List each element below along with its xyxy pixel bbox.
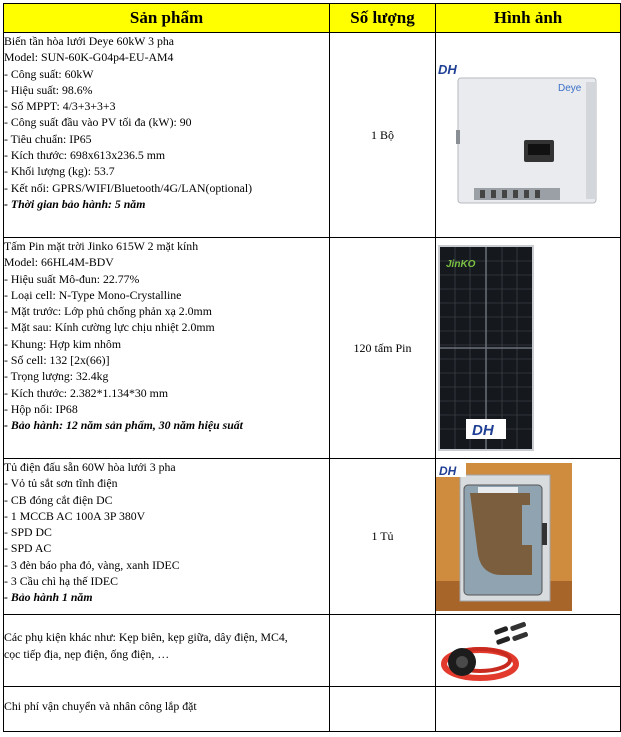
cabinet-image-cell [436, 459, 621, 615]
inverter-title: Biến tần hòa lưới Deye 60kW 3 pha [4, 34, 174, 48]
dh-logo: DH [439, 463, 457, 478]
inverter-image-cell [436, 33, 621, 238]
cabinet-spec: - 3 Cầu chì hạ thế IDEC [4, 574, 119, 589]
cabinet-title: Tủ điện đấu sẵn 60W hòa lưới 3 pha [4, 460, 176, 474]
inverter-spec: - Hiệu suất: 98.6% [4, 82, 93, 97]
cabinet-spec: - 1 MCCB AC 100A 3P 380V [4, 508, 146, 523]
quotation-table [3, 3, 621, 732]
panel-title: Tấm Pin mặt trời Jinko 615W 2 mặt kính [4, 239, 199, 253]
accessories-quantity [330, 615, 436, 687]
panel-spec: - Kích thước: 2.382*1.134*30 mm [4, 385, 169, 400]
cabinet-image [436, 463, 572, 611]
mc4-connector [494, 625, 509, 634]
cabinet-quantity: 1 Tủ [330, 459, 436, 615]
dh-logo: DH [472, 422, 494, 439]
table-row-installation [4, 687, 621, 732]
cabinet-description [4, 459, 330, 615]
inverter-image [436, 60, 606, 210]
inverter-spec: - Kết nối: GPRS/WIFI/Bluetooth/4G/LAN(optional) [4, 180, 253, 195]
panel-warranty: - Bảo hành: 12 năm sản phẩm, 30 năm hiệu suất [4, 418, 243, 433]
inverter-spec: - Khối lượng (kg): 53.7 [4, 164, 115, 179]
dh-logo: DH [438, 62, 457, 77]
cabinet-spec: - 3 đèn báo pha đỏ, vàng, xanh IDEC [4, 557, 180, 572]
header-image: Hình ảnh [436, 4, 621, 33]
cabinet-spec: - Vỏ tủ sắt sơn tĩnh điện [4, 476, 118, 491]
inverter-warranty: - Thời gian bảo hành: 5 năm [4, 196, 146, 211]
header-row [4, 4, 621, 33]
panel-description [4, 238, 330, 459]
inverter-spec: - Số MPPT: 4/3+3+3+3 [4, 99, 116, 114]
inverter-quantity: 1 Bộ [330, 33, 436, 238]
accessories-image-cell [436, 615, 621, 687]
jinko-logo: JinKO [446, 259, 476, 270]
installation-quantity [330, 687, 436, 732]
inverter-spec: - Kích thước: 698x613x236.5 mm [4, 148, 166, 163]
solar-panel-image [436, 243, 536, 453]
inverter-spec: - Công suất đầu vào PV tối đa (kW): 90 [4, 115, 192, 130]
cabinet-spec: - CB đóng cắt điện DC [4, 492, 113, 507]
installation-description [4, 687, 330, 732]
inverter-model: Model: SUN-60K-G04p4-EU-AM4 [4, 50, 174, 65]
accessories-line: cọc tiếp địa, nẹp điện, ống điện, … [4, 646, 170, 661]
panel-spec: - Hộp nối: IP68 [4, 401, 78, 416]
inverter-description [4, 33, 330, 238]
installation-image-cell [436, 687, 621, 732]
panel-spec: - Mặt trước: Lớp phủ chống phản xạ 2.0mm [4, 304, 212, 319]
inverter-spec: - Tiêu chuẩn: IP65 [4, 131, 92, 146]
inverter-brand: Deye [558, 83, 582, 94]
table-row-cabinet [4, 459, 621, 615]
inverter-spec: - Công suất: 60kW [4, 66, 94, 81]
cabinet-warranty: - Bảo hành 1 năm [4, 590, 93, 605]
panel-spec: - Loại cell: N-Type Mono-Crystalline [4, 287, 182, 302]
panel-spec: - Mặt sau: Kính cường lực chịu nhiệt 2.0mm [4, 320, 215, 335]
table-row-inverter [4, 33, 621, 238]
cabinet-spec: - SPD DC [4, 525, 52, 540]
table-row-solar-panel [4, 238, 621, 459]
panel-spec: - Khung: Hợp kim nhôm [4, 336, 121, 351]
panel-spec: - Hiệu suất Mô-đun: 22.77% [4, 271, 140, 286]
panel-quantity: 120 tấm Pin [330, 238, 436, 459]
header-product: Sản phẩm [4, 4, 330, 33]
panel-model: Model: 66HL4M-BDV [4, 255, 114, 270]
table-row-accessories [4, 615, 621, 687]
cables-image [436, 620, 546, 682]
panel-spec: - Số cell: 132 [2x(66)] [4, 353, 110, 368]
accessories-line: Các phụ kiện khác như: Kẹp biên, kẹp giữa, dây điện, MC4, [4, 630, 288, 645]
accessories-description [4, 615, 330, 687]
panel-spec: - Trọng lượng: 32.4kg [4, 369, 109, 384]
panel-image-cell [436, 238, 621, 459]
header-quantity: Số lượng [330, 4, 436, 33]
installation-line: Chi phí vận chuyển và nhân công lắp đặt [4, 698, 197, 713]
cabinet-spec: - SPD AC [4, 541, 52, 556]
